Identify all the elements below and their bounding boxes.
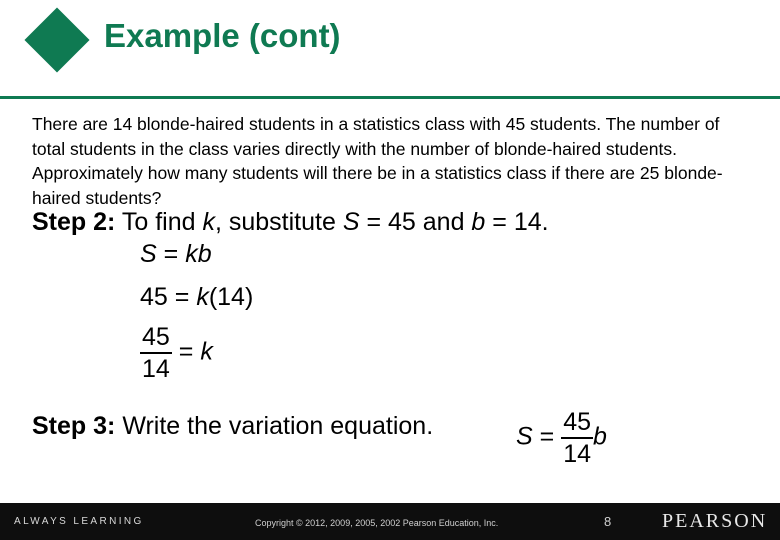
eq4-op: = — [532, 422, 562, 451]
eq4-denominator: 14 — [563, 440, 591, 468]
problem-statement: There are 14 blonde-haired students in a statistics class with 45 students. The number of total students in the class varies directly with the number of blonde-haired students. Approximately how many students will there be in a statistics class if there are 25 blonde-haired students? — [32, 114, 723, 208]
equation-substituted — [140, 283, 253, 312]
step-2-k: k — [202, 208, 215, 236]
eq2-lhs: 45 — [140, 283, 168, 311]
eq1-lhs: S — [140, 240, 157, 268]
eq3-op: = — [171, 337, 201, 366]
slide-title: Example (cont) — [104, 17, 341, 54]
eq1-op: = — [156, 240, 186, 268]
eq3-numerator: 45 — [140, 322, 172, 354]
eq2-k: k — [196, 283, 209, 311]
eq2-op: = — [167, 283, 197, 311]
eq4-lhs: S — [516, 422, 533, 451]
step-2-text-b: , substitute — [214, 208, 343, 236]
equation-solve-k — [140, 322, 213, 384]
step-2-text-c: = 45 and — [359, 208, 472, 236]
eq4-rhs: b — [593, 422, 607, 451]
step-3-line — [32, 412, 433, 441]
eq3-rhs: k — [200, 337, 213, 366]
eq1-rhs: kb — [185, 240, 212, 268]
title-divider — [0, 96, 780, 99]
pearson-logo: PEARSON — [662, 510, 768, 532]
footer-copyright: Copyright © 2012, 2009, 2005, 2002 Pearson Education, Inc. — [255, 518, 499, 528]
step-2-label: Step 2: — [32, 208, 116, 236]
footer-bar — [0, 503, 780, 540]
step-2-line — [32, 208, 549, 237]
step-2-s: S — [342, 208, 360, 236]
step-2-text-a: To find — [121, 208, 203, 236]
step-2-b: b — [471, 208, 486, 236]
eq2-rest: (14) — [208, 283, 254, 311]
step-3-text: Write the variation equation. — [122, 412, 434, 440]
footer-tagline: ALWAYS LEARNING — [14, 516, 144, 527]
step-3-label: Step 3: — [32, 412, 116, 440]
title-diamond-icon — [24, 7, 89, 72]
fraction-45-over-14-final — [561, 407, 593, 469]
page-number: 8 — [604, 514, 612, 529]
fraction-45-over-14 — [140, 322, 172, 384]
step-2-text-d: = 14. — [485, 208, 549, 236]
variation-equation — [516, 407, 607, 469]
equation-s-equals-kb — [140, 240, 212, 269]
eq4-numerator: 45 — [561, 407, 593, 439]
eq3-denominator: 14 — [142, 355, 170, 383]
